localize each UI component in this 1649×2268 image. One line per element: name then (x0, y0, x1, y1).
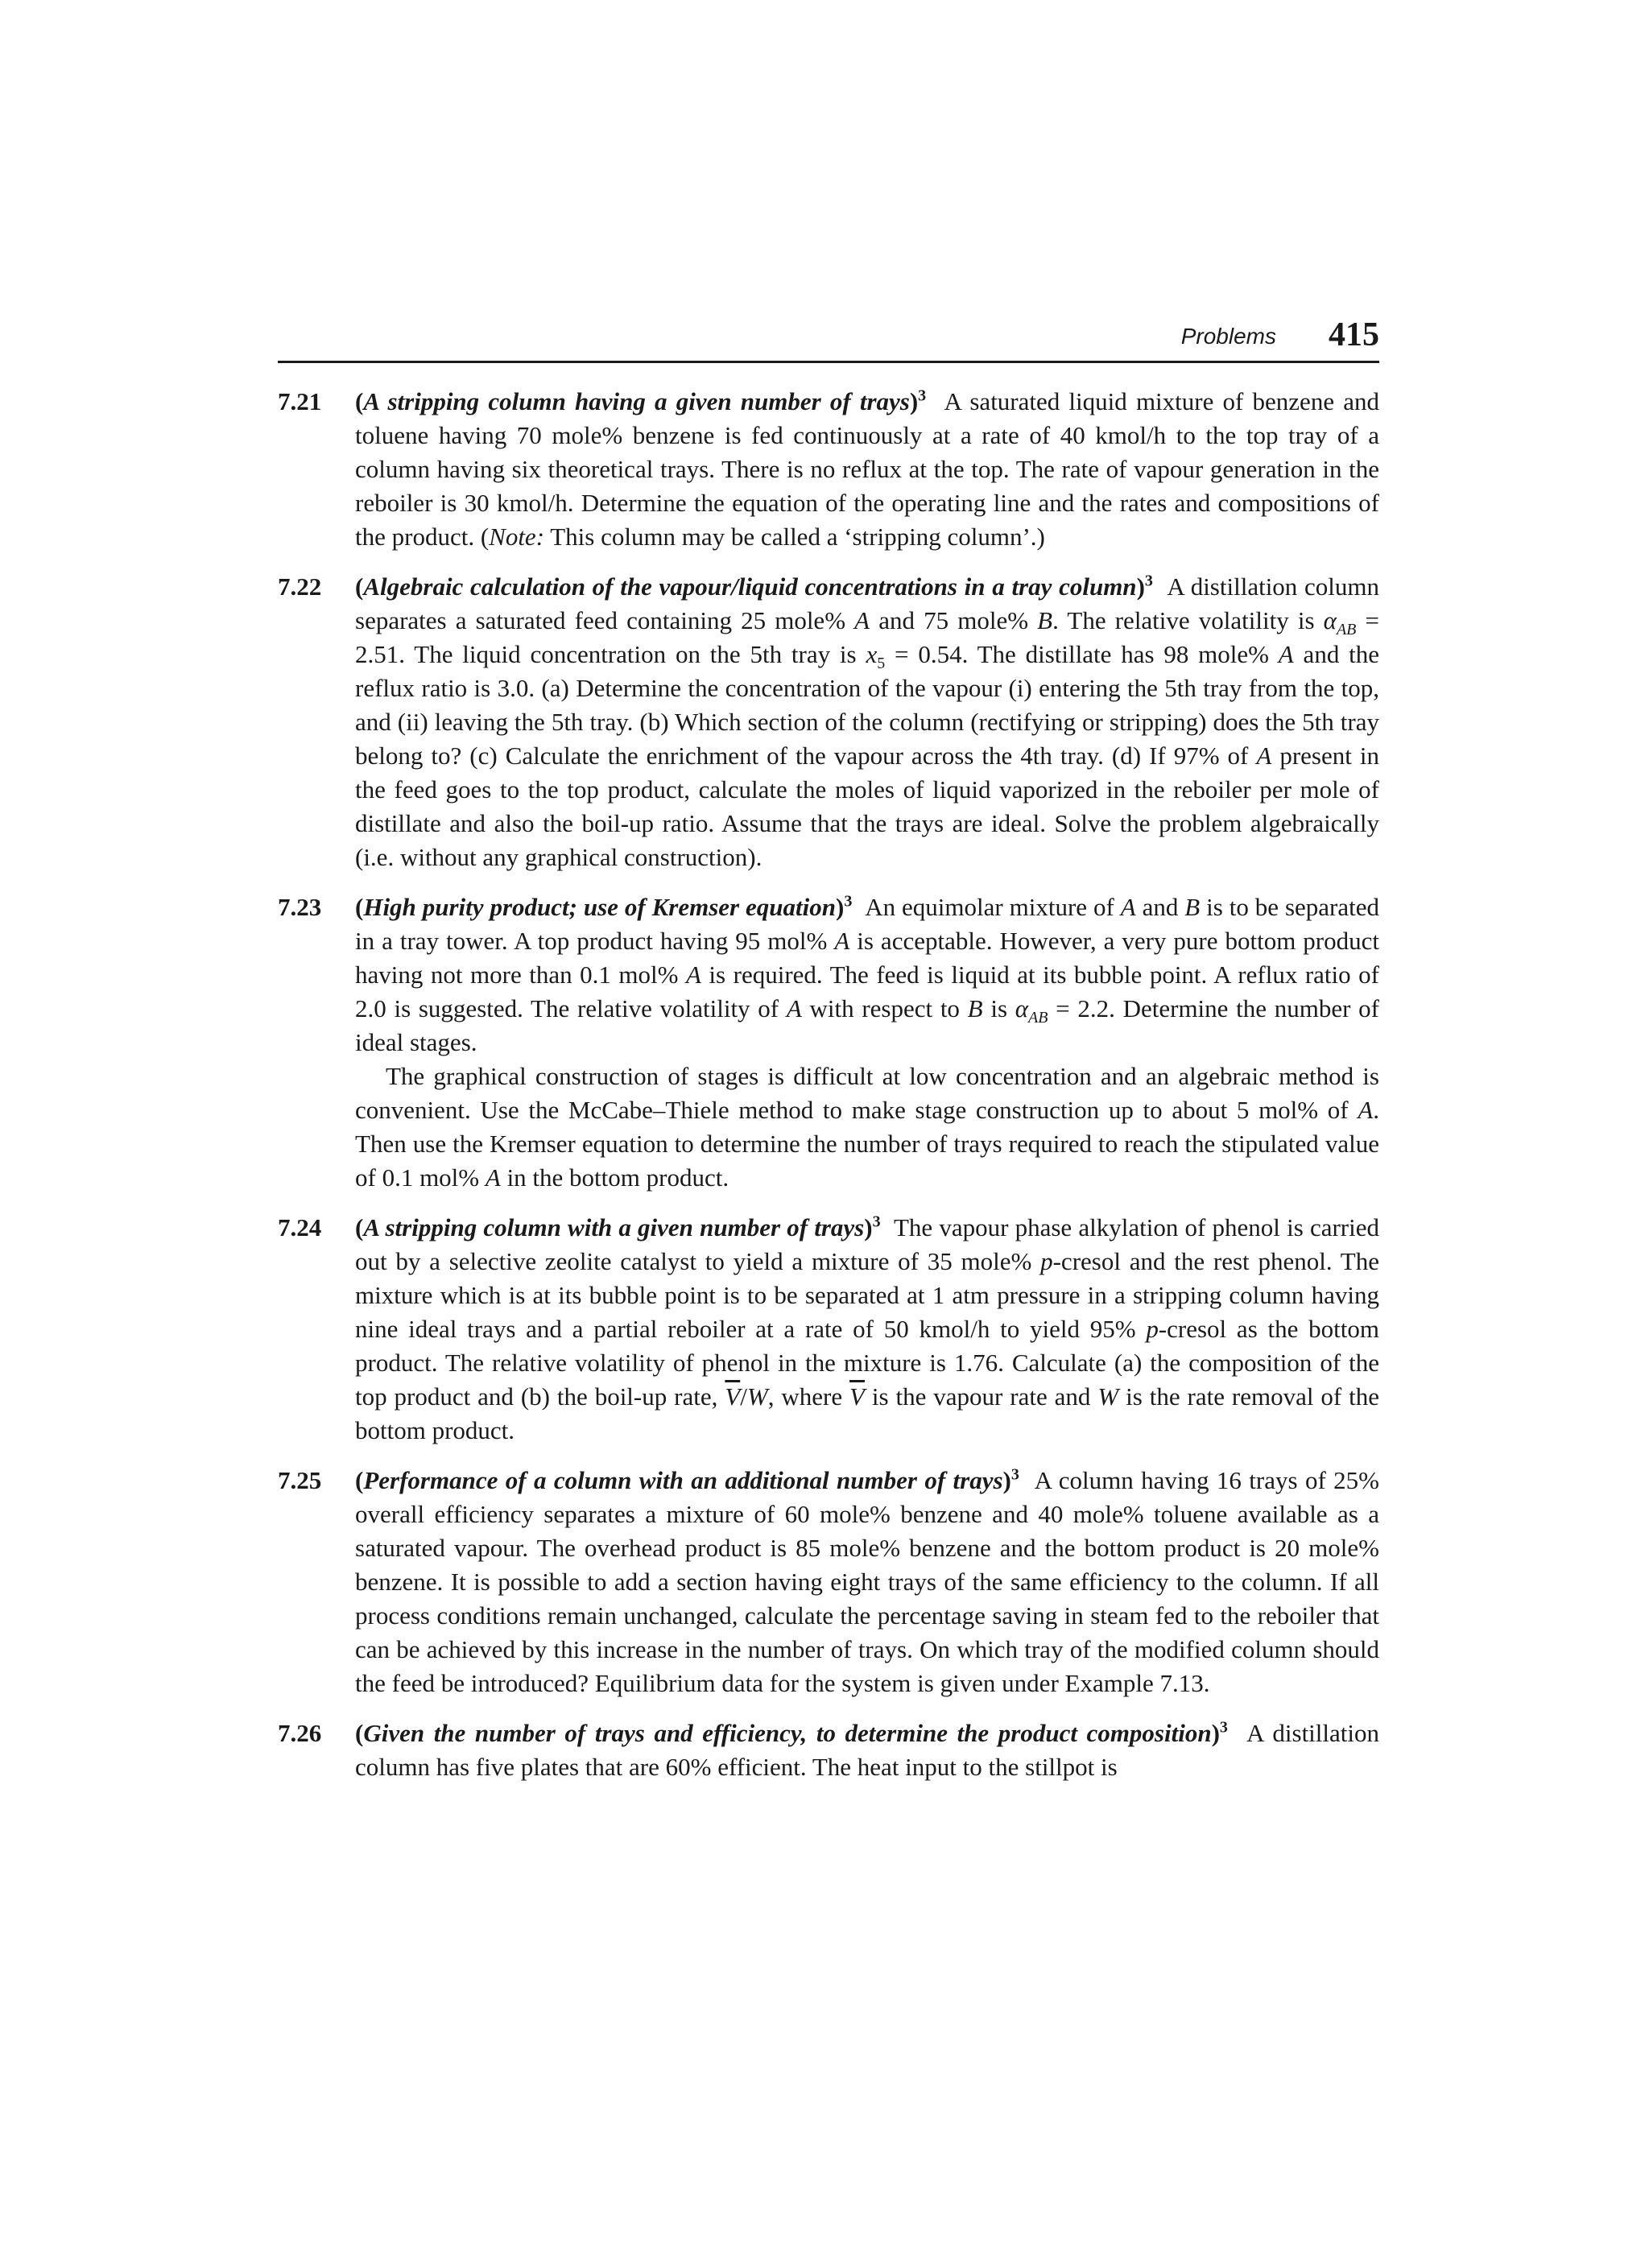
problem-7-25 (278, 1464, 1379, 1700)
problem-7-22 (278, 570, 1379, 874)
text-run: = 2.2. Determine the number of ideal stages. (355, 994, 1379, 1056)
text-run: in the bottom product. (500, 1163, 729, 1192)
var-a: A (786, 994, 802, 1022)
text-run: , where (767, 1382, 850, 1411)
var-a: A (685, 960, 701, 989)
difficulty-level: 3 (1010, 1465, 1019, 1484)
var-a: A (1358, 1096, 1374, 1124)
problem-title: Given the number of trays and efficiency, to determine the product composition (363, 1719, 1212, 1747)
note-text: This column may be called a ‘stripping column’.) (544, 523, 1045, 551)
text-run: . The relative volatility is (1052, 606, 1324, 634)
var-x: x (866, 640, 878, 668)
text-run: is the vapour rate and (864, 1382, 1098, 1411)
problem-7-24 (278, 1211, 1379, 1448)
var-a: A (1278, 640, 1294, 668)
var-a: A (834, 927, 850, 955)
running-head: Problems (1180, 324, 1276, 349)
text-run: and 75 mole% (870, 606, 1038, 634)
text-run: and the reflux ratio is 3.0. (a) Determine the concentration of the vapour (i) entering the 5th tray from the top, and (ii) leaving the 5th tray. (b) Which section of the column (rectifying or stripping) does the 5th tray belong to? (c) Calculate the enrichment of the vapour across the 4th tray. (d) If 97% of (355, 640, 1380, 770)
var-b: B (1184, 893, 1201, 921)
text-run: is required. The feed is liquid at its bubble point. A reflux ratio of 2.0 is suggested. The relative volatility of (355, 960, 1379, 1022)
problem-number: 7.21 (278, 387, 322, 415)
var-p: p (1146, 1315, 1159, 1343)
var-v-bar: $\overline{V}$ (725, 1382, 741, 1411)
text-run: = 2.51. The liquid concentration on the 5th tray is (355, 606, 1379, 668)
var-a: A (1120, 893, 1136, 921)
var-b: B (1037, 606, 1053, 634)
var-w: W (746, 1382, 768, 1411)
difficulty-level: 3 (1144, 572, 1153, 590)
var-a: A (1256, 742, 1272, 770)
alpha-symbol: α (1323, 606, 1337, 634)
problem-number: 7.22 (278, 572, 322, 601)
alpha-subscript: AB (1028, 1009, 1048, 1027)
alpha-subscript: AB (1336, 621, 1357, 639)
problem-title: A stripping column having a given number of trays (363, 387, 910, 415)
problem-title: High purity product; use of Kremser equation (363, 893, 836, 921)
problem-body: (A stripping column with a given number of trays)$^3$ The vapour phase alkylation of phenol is carried out by a selective zeolite catalyst to yield a mixture of 35 mole% p-cresol and the rest phenol. The mixture which is at its bubble point is to be separated at 1 atm pressure in a stripping column having nine ideal trays and a partial reboiler at a rate of 50 kmol/h to yield 95% p-cresol as the bottom product. The relative volatility of phenol in the mixture is 1.76. Calculate (a) the composition of the top product and (b) the boil-up rate, $\overline{V}/W$, where $\overline{V}$ is the vapour rate and W is the rate removal of the bottom product. (355, 1212, 1379, 1444)
text-run: and (1135, 893, 1185, 921)
difficulty-level: 3 (918, 386, 927, 405)
text-run: A distillation column separates a saturated feed containing 25 mole% (355, 572, 1380, 634)
page-header (278, 316, 1379, 363)
var-b: B (967, 994, 983, 1022)
problem-number: 7.23 (278, 893, 322, 921)
difficulty-level: 3 (844, 892, 853, 911)
text-run: -cresol as the bottom product. The relative volatility of phenol in the mixture is 1.76. Calculate (a) the composition of the top product and (b) the boil-up rate, (355, 1315, 1379, 1411)
var-w: W (1097, 1382, 1119, 1411)
difficulty-level: 3 (1219, 1718, 1228, 1737)
text-run: -cresol and the rest phenol. The mixture which is at its bubble point is to be separated at 1 atm pressure in a stripping column having nine ideal trays and a partial reboiler at a rate of 50 kmol/h to yield 95% (355, 1247, 1379, 1343)
var-v-bar: $\overline{V}$ (849, 1382, 865, 1411)
problem-title: Performance of a column with an additional number of trays (363, 1466, 1003, 1494)
problem-body: (Algebraic calculation of the vapour/liquid concentrations in a tray column)$^3$ A distillation column separates a saturated feed containing 25 mole% A and 75 mole% B. The relative volatility is $\alpha_{AB} = 2.51$. The liquid concentration on the 5th tray is $x_5 = 0.54$. The distillate has 98 mole% A and the reflux ratio is 3.0. (a) Determine the concentration of the vapour (i) entering the 5th tray from the top, and (ii) leaving the 5th tray. (b) Which section of the column (rectifying or stripping) does the 5th tray belong to? (c) Calculate the enrichment of the vapour across the 4th tray. (d) If 97% of A present in the feed goes to the top product, calculate the moles of liquid vaporized in the reboiler per mole of distillate and also the boil-up ratio. Assume that the trays are ideal. Solve the problem algebraically (i.e. without any graphical construction). (355, 572, 1380, 871)
text-run: is the rate removal of the bottom product. (355, 1382, 1379, 1444)
x-subscript: 5 (877, 655, 886, 673)
problem-7-21 (278, 385, 1379, 554)
text-run: is (982, 994, 1015, 1022)
text-run: is to be separated in a tray tower. A top product having 95 mol% (355, 893, 1380, 955)
text-run: with respect to (801, 994, 968, 1022)
problem-body: (A stripping column having a given number of trays)$^3$ A saturated liquid mixture of benzene and toluene having 70 mole% benzene is fed continuously at a rate of 40 kmol/h to the top tray of a column having six theoretical trays. There is no reflux at the top. The rate of vapour generation in the reboiler is 30 kmol/h. Determine the equation of the operating line and the rates and compositions of the product. (Note: This column may be called a ‘stripping column’.) (355, 386, 1380, 551)
text-run: The graphical construction of stages is difficult at low concentration and an algebraic method is convenient. Use the McCabe–Thiele method to make stage construction up to about 5 mol% of (355, 1062, 1379, 1124)
problem-body: (High purity product; use of Kremser equation)$^3$ An equimolar mixture of A and B is to be separated in a tray tower. A top product having 95 mol% A is acceptable. However, a very pure bottom product having not more than 0.1 mol% A is required. The feed is liquid at its bubble point. A reflux ratio of 2.0 is suggested. The relative volatility of A with respect to B is $\alpha_{AB} = 2.2$. Determine the number of ideal stages. The graphical construction of stages is difficult at low concentration and an algebraic method is convenient. Use the McCabe–Thiele method to make stage construction up to about 5 mol% of A. Then use the Kremser equation to determine the number of trays required to reach the stipulated value of 0.1 mol% A in the bottom product. (355, 892, 1380, 1192)
var-a: A (485, 1163, 501, 1192)
text-run: The vapour phase alkylation of phenol is carried out by a selective zeolite catalyst to yield a mixture of 35 mole% (355, 1213, 1379, 1275)
problem-number: 7.25 (278, 1466, 322, 1494)
var-a: A (854, 606, 870, 634)
page-content (278, 385, 1379, 1800)
text-run: present in the feed goes to the top product, calculate the moles of liquid vaporized in the reboiler per mole of distillate and also the boil-up ratio. Assume that the trays are ideal. Solve the problem algebraically (i.e. without any graphical construction). (355, 742, 1379, 871)
text-run: is acceptable. However, a very pure bottom product having not more than 0.1 mol% (355, 927, 1380, 989)
problem-number: 7.24 (278, 1213, 322, 1241)
text-run: . Then use the Kremser equation to determine the number of trays required to reach the stipulated value of 0.1 mol% (355, 1096, 1379, 1192)
problem-7-23 (278, 890, 1379, 1195)
problem-title: A stripping column with a given number of trays (363, 1213, 865, 1241)
problem-number: 7.26 (278, 1719, 322, 1747)
note-label: Note: (489, 523, 545, 551)
text-run: An equimolar mixture of (865, 893, 1121, 921)
problem-text: A distillation column has five plates that are 60% efficient. The heat input to the stillpot is (355, 1719, 1379, 1781)
text-run: = 0.54. The distillate has 98 mole% (885, 640, 1279, 668)
difficulty-level: 3 (872, 1212, 881, 1231)
problem-text: A column having 16 trays of 25% overall efficiency separates a mixture of 60 mole% benzene and 40 mole% toluene available as a saturated vapour. The overhead product is 85 mole% benzene and the bottom product is 20 mole% benzene. It is possible to add a section having eight trays of the same efficiency to the column. If all process conditions remain unchanged, calculate the percentage saving in steam fed to the reboiler that can be achieved by this increase in the number of trays. On which tray of the modified column should the feed be introduced? Equilibrium data for the system is given under Example 7.13. (355, 1466, 1379, 1697)
alpha-symbol: α (1015, 994, 1029, 1022)
problem-text: A saturated liquid mixture of benzene and toluene having 70 mole% benzene is fed continuously at a rate of 40 kmol/h to the top tray of a column having six theoretical trays. There is no reflux at the top. The rate of vapour generation in the reboiler is 30 kmol/h. Determine the equation of the operating line and the rates and compositions of the product. ( (355, 387, 1380, 551)
problem-7-26 (278, 1716, 1379, 1784)
problem-body: (Performance of a column with an additional number of trays)$^3$ A column having 16 trays of 25% overall efficiency separates a mixture of 60 mole% benzene and 40 mole% toluene available as a saturated vapour. The overhead product is 85 mole% benzene and the bottom product is 20 mole% benzene. It is possible to add a section having eight trays of the same efficiency to the column. If all process conditions remain unchanged, calculate the percentage saving in steam fed to the reboiler that can be achieved by this increase in the number of trays. On which tray of the modified column should the feed be introduced? Equilibrium data for the system is given under Example 7.13. (355, 1465, 1379, 1697)
var-p: p (1040, 1247, 1053, 1275)
text-run: / (740, 1382, 747, 1411)
page-number: 415 (1329, 316, 1379, 353)
problem-body: (Given the number of trays and efficiency, to determine the product composition)$^3$ A distillation column has five plates that are 60% efficient. The heat input to the stillpot is (355, 1718, 1379, 1781)
problem-title: Algebraic calculation of the vapour/liquid concentrations in a tray column (363, 572, 1137, 601)
